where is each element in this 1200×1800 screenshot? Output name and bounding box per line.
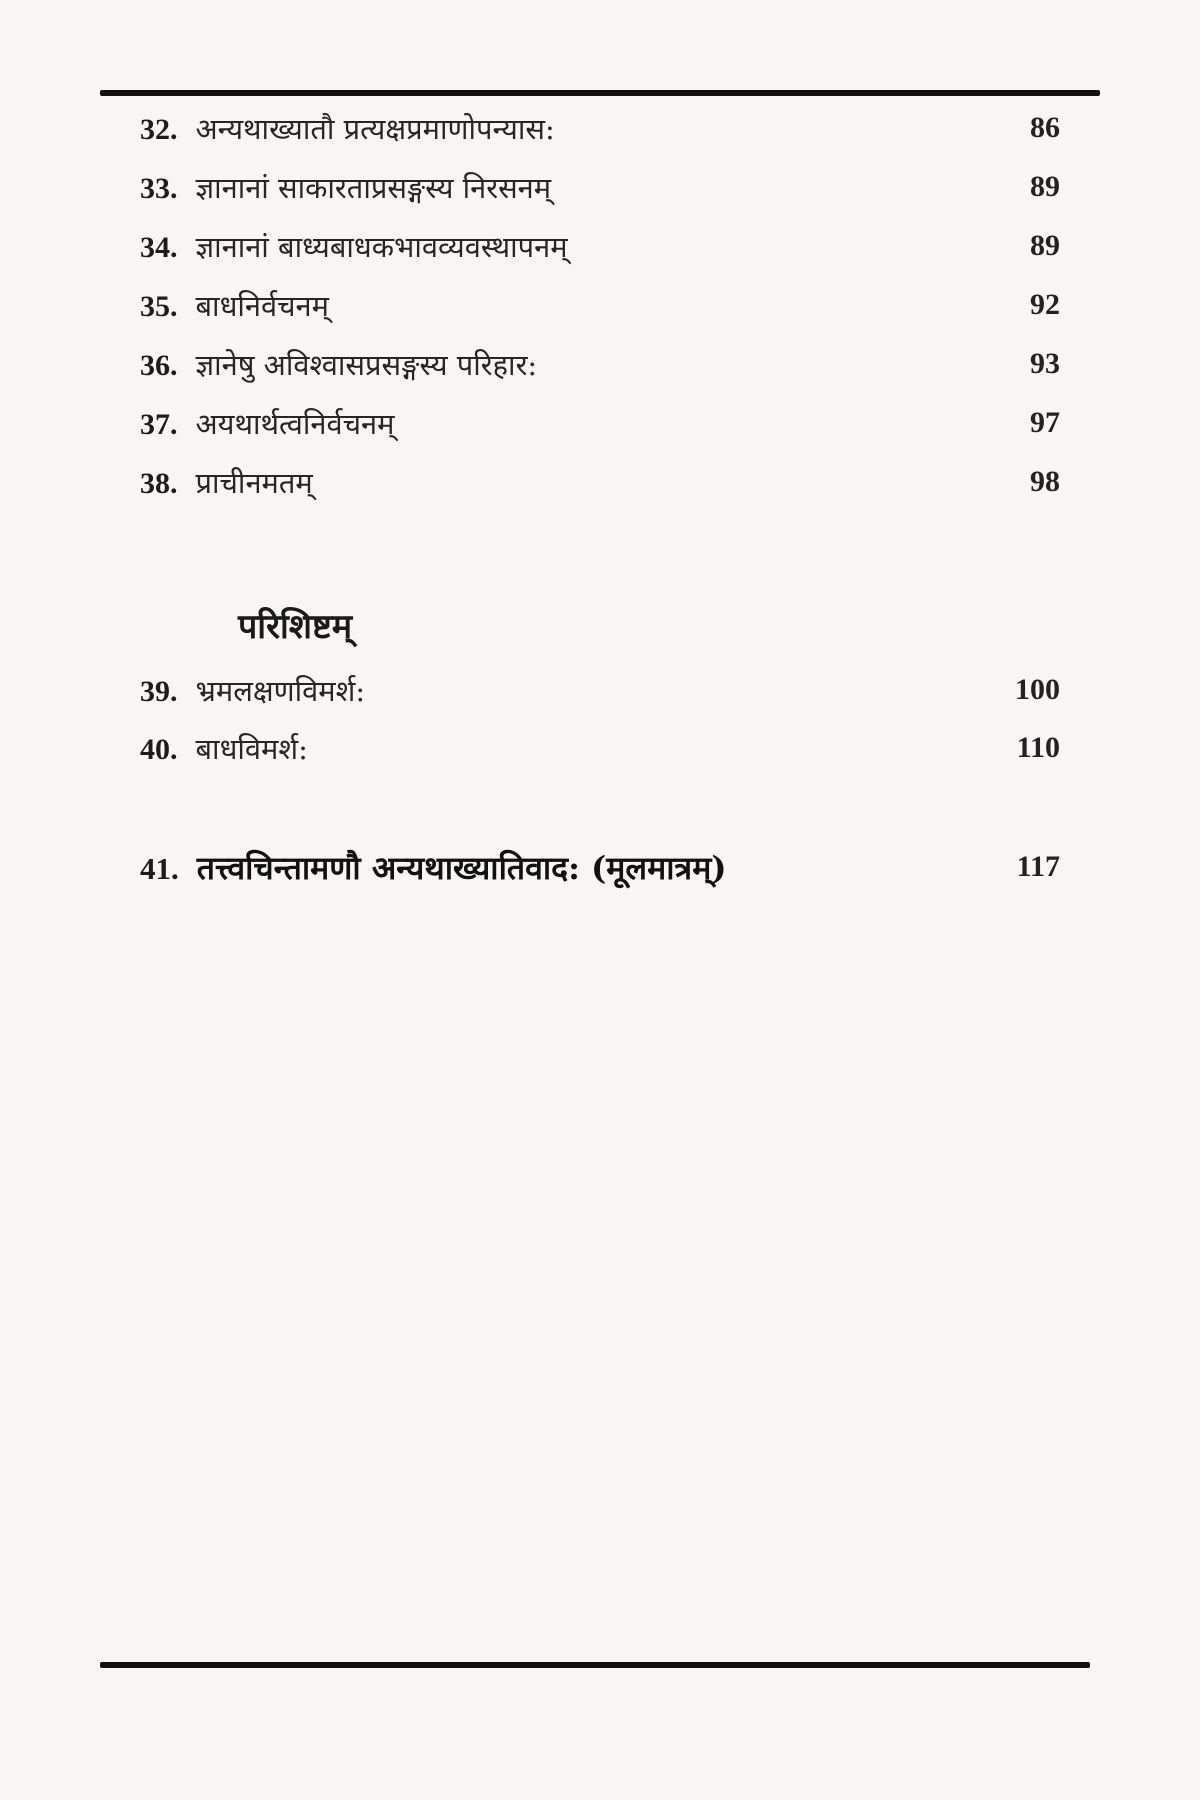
toc-entry-36[interactable] — [140, 340, 1060, 388]
entry-title: ज्ञानानां बाध्यबाधकभावव्यवस्थापनम् — [195, 229, 568, 264]
toc-entry-38[interactable] — [140, 458, 1060, 506]
entry-number: 32. — [140, 112, 178, 146]
toc-entry-32[interactable] — [140, 104, 1060, 152]
entry-title: प्राचीनमतम् — [195, 465, 313, 500]
entry-number: 40. — [140, 732, 178, 766]
page-number: 110 — [1016, 731, 1060, 764]
entry-title: बाधनिर्वचनम् — [195, 288, 329, 323]
toc-entry-40[interactable] — [140, 724, 1060, 772]
page-number: 86 — [1030, 111, 1060, 144]
entry-number: 36. — [140, 348, 178, 382]
entry-number: 38. — [140, 466, 178, 500]
entry-title: भ्रमलक्षणविमर्श: — [195, 673, 366, 708]
entry-title: ज्ञानेषु अविश्वासप्रसङ्गस्य परिहार: — [195, 347, 538, 382]
toc-entry-33[interactable] — [140, 163, 1060, 211]
toc-entry-39[interactable] — [140, 666, 1060, 714]
appendix-heading: परिशिष्टम् — [238, 607, 353, 647]
page-number: 97 — [1030, 406, 1060, 439]
entry-number: 39. — [140, 674, 178, 708]
entry-title: अयथार्थत्वनिर्वचनम् — [195, 406, 395, 441]
page-number: 89 — [1030, 229, 1060, 262]
entry-title: तत्त्वचिन्तामणौ अन्यथाख्यातिवाद: (मूलमात्रम्) — [196, 848, 727, 887]
entry-number: 41. — [140, 850, 179, 886]
page-number: 92 — [1030, 288, 1060, 321]
entry-number: 37. — [140, 407, 178, 441]
entry-number: 34. — [140, 230, 178, 264]
toc-entry-34[interactable] — [140, 222, 1060, 270]
entry-title: ज्ञानानां साकारताप्रसङ्गस्य निरसनम् — [195, 170, 552, 205]
toc-entry-35[interactable] — [140, 281, 1060, 329]
toc-entry-41[interactable] — [140, 843, 1060, 891]
page-number: 93 — [1030, 347, 1060, 380]
page-number: 117 — [1016, 850, 1060, 883]
bottom-rule — [100, 1662, 1090, 1668]
page-number: 89 — [1030, 170, 1060, 203]
page-number: 100 — [1015, 673, 1060, 706]
entry-number: 35. — [140, 289, 178, 323]
entry-title: अन्यथाख्यातौ प्रत्यक्षप्रमाणोपन्यास: — [195, 111, 555, 146]
entry-number: 33. — [140, 171, 178, 205]
page-number: 98 — [1030, 465, 1060, 498]
toc-entry-37[interactable] — [140, 399, 1060, 447]
top-rule — [100, 90, 1100, 96]
entry-title: बाधविमर्श: — [195, 731, 308, 766]
